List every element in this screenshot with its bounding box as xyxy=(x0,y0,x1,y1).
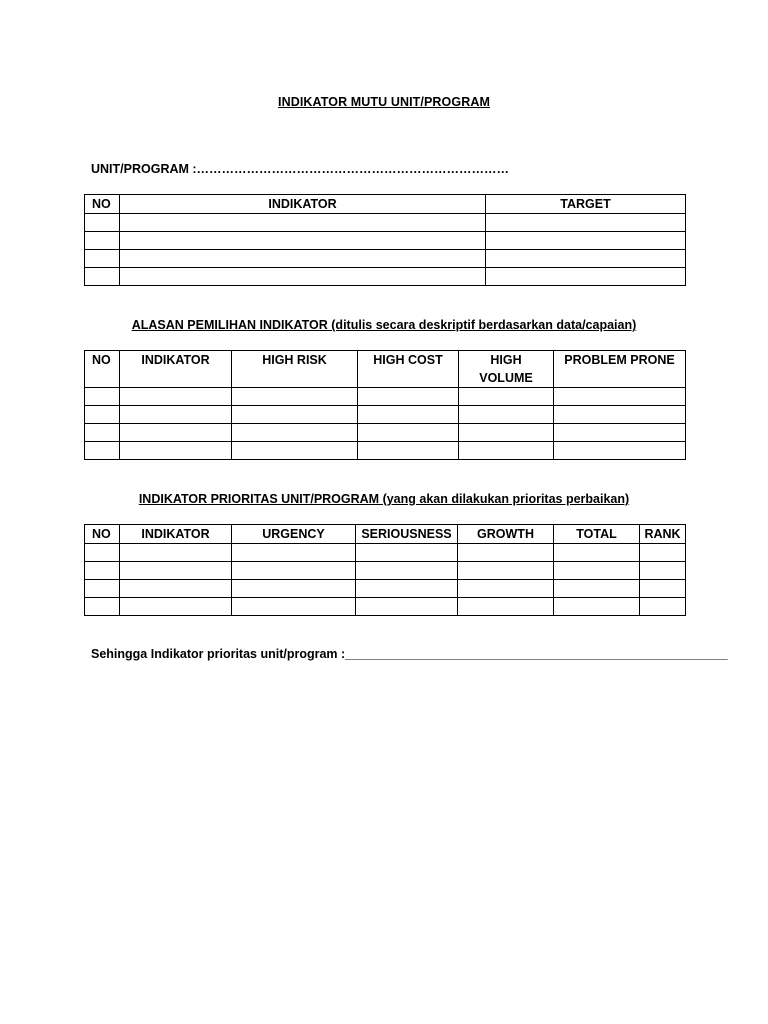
table-cell[interactable] xyxy=(554,424,686,442)
table-cell[interactable] xyxy=(120,214,486,232)
table-cell[interactable] xyxy=(120,388,232,406)
table-cell[interactable] xyxy=(85,232,120,250)
table-header-row xyxy=(85,351,686,388)
table-cell[interactable] xyxy=(358,442,459,460)
table-row xyxy=(85,562,686,580)
table-cell[interactable] xyxy=(232,388,358,406)
table-cell[interactable] xyxy=(554,598,640,616)
table-cell[interactable] xyxy=(554,388,686,406)
header-no: NO xyxy=(85,195,120,214)
table-cell[interactable] xyxy=(358,424,459,442)
table-cell[interactable] xyxy=(459,442,554,460)
table-cell[interactable] xyxy=(554,406,686,424)
table-cell[interactable] xyxy=(120,250,486,268)
header-total: TOTAL xyxy=(554,525,640,544)
table-cell[interactable] xyxy=(554,580,640,598)
table-cell[interactable] xyxy=(486,250,686,268)
unit-program-field: UNIT/PROGRAM :………………………………………………………………… xyxy=(91,162,510,176)
header-high-volume: HIGH VOLUME xyxy=(459,351,554,388)
table-cell[interactable] xyxy=(85,268,120,286)
table-row xyxy=(85,598,686,616)
table-cell[interactable] xyxy=(120,562,232,580)
indicator-target-table xyxy=(84,194,686,286)
header-indikator: INDIKATOR xyxy=(120,525,232,544)
table-row xyxy=(85,250,686,268)
table-cell[interactable] xyxy=(458,580,554,598)
table-cell[interactable] xyxy=(85,424,120,442)
table-cell[interactable] xyxy=(640,544,686,562)
header-urgency: URGENCY xyxy=(232,525,356,544)
table-cell[interactable] xyxy=(85,442,120,460)
table-row xyxy=(85,268,686,286)
table-cell[interactable] xyxy=(554,442,686,460)
table-cell[interactable] xyxy=(120,580,232,598)
table-cell[interactable] xyxy=(356,598,458,616)
table-cell[interactable] xyxy=(640,580,686,598)
table-row xyxy=(85,424,686,442)
header-problem-prone: PROBLEM PRONE xyxy=(554,351,686,388)
table-cell[interactable] xyxy=(232,562,356,580)
table-cell[interactable] xyxy=(486,214,686,232)
header-indikator: INDIKATOR xyxy=(120,351,232,388)
table-cell[interactable] xyxy=(120,268,486,286)
table-header-row xyxy=(85,195,686,214)
table-header-row xyxy=(85,525,686,544)
table-cell[interactable] xyxy=(120,406,232,424)
table-cell[interactable] xyxy=(85,598,120,616)
header-high-risk: HIGH RISK xyxy=(232,351,358,388)
table-row xyxy=(85,388,686,406)
table-cell[interactable] xyxy=(554,544,640,562)
table-cell[interactable] xyxy=(459,406,554,424)
table-cell[interactable] xyxy=(356,544,458,562)
header-no: NO xyxy=(85,525,120,544)
table-cell[interactable] xyxy=(232,424,358,442)
priority-conclusion-line: Sehingga Indikator prioritas unit/program :_______________________________________________________ xyxy=(91,647,728,661)
header-indikator: INDIKATOR xyxy=(120,195,486,214)
header-rank: RANK xyxy=(640,525,686,544)
table-cell[interactable] xyxy=(358,388,459,406)
table-cell[interactable] xyxy=(458,598,554,616)
table-cell[interactable] xyxy=(85,406,120,424)
table-cell[interactable] xyxy=(85,544,120,562)
table-cell[interactable] xyxy=(356,562,458,580)
section-title-selection-reason: ALASAN PEMILIHAN INDIKATOR (ditulis secara deskriptif berdasarkan data/capaian) xyxy=(131,318,637,332)
header-no: NO xyxy=(85,351,120,388)
table-cell[interactable] xyxy=(232,598,356,616)
table-cell[interactable] xyxy=(486,232,686,250)
table-cell[interactable] xyxy=(85,580,120,598)
table-cell[interactable] xyxy=(554,562,640,580)
table-cell[interactable] xyxy=(458,562,554,580)
table-cell[interactable] xyxy=(120,442,232,460)
header-seriousness: SERIOUSNESS xyxy=(356,525,458,544)
table-cell[interactable] xyxy=(85,388,120,406)
table-row xyxy=(85,406,686,424)
table-cell[interactable] xyxy=(85,250,120,268)
table-cell[interactable] xyxy=(232,544,356,562)
table-cell[interactable] xyxy=(459,388,554,406)
table-cell[interactable] xyxy=(120,232,486,250)
table-row xyxy=(85,442,686,460)
header-high-cost: HIGH COST xyxy=(358,351,459,388)
table-cell[interactable] xyxy=(486,268,686,286)
table-cell[interactable] xyxy=(232,580,356,598)
table-cell[interactable] xyxy=(640,598,686,616)
priority-indicator-table xyxy=(84,524,686,616)
table-cell[interactable] xyxy=(232,406,358,424)
table-cell[interactable] xyxy=(85,562,120,580)
table-cell[interactable] xyxy=(458,544,554,562)
header-target: TARGET xyxy=(486,195,686,214)
table-cell[interactable] xyxy=(85,214,120,232)
table-cell[interactable] xyxy=(120,544,232,562)
table-cell[interactable] xyxy=(358,406,459,424)
table-cell[interactable] xyxy=(356,580,458,598)
header-growth: GROWTH xyxy=(458,525,554,544)
table-row xyxy=(85,232,686,250)
table-cell[interactable] xyxy=(640,562,686,580)
table-cell[interactable] xyxy=(232,442,358,460)
selection-reason-table xyxy=(84,350,686,460)
table-row xyxy=(85,580,686,598)
table-row xyxy=(85,214,686,232)
table-row xyxy=(85,544,686,562)
table-cell[interactable] xyxy=(120,424,232,442)
table-cell[interactable] xyxy=(459,424,554,442)
table-cell[interactable] xyxy=(120,598,232,616)
document-title: INDIKATOR MUTU UNIT/PROGRAM xyxy=(278,95,490,109)
section-title-priority-indicator: INDIKATOR PRIORITAS UNIT/PROGRAM (yang akan dilakukan prioritas perbaikan) xyxy=(138,492,630,506)
